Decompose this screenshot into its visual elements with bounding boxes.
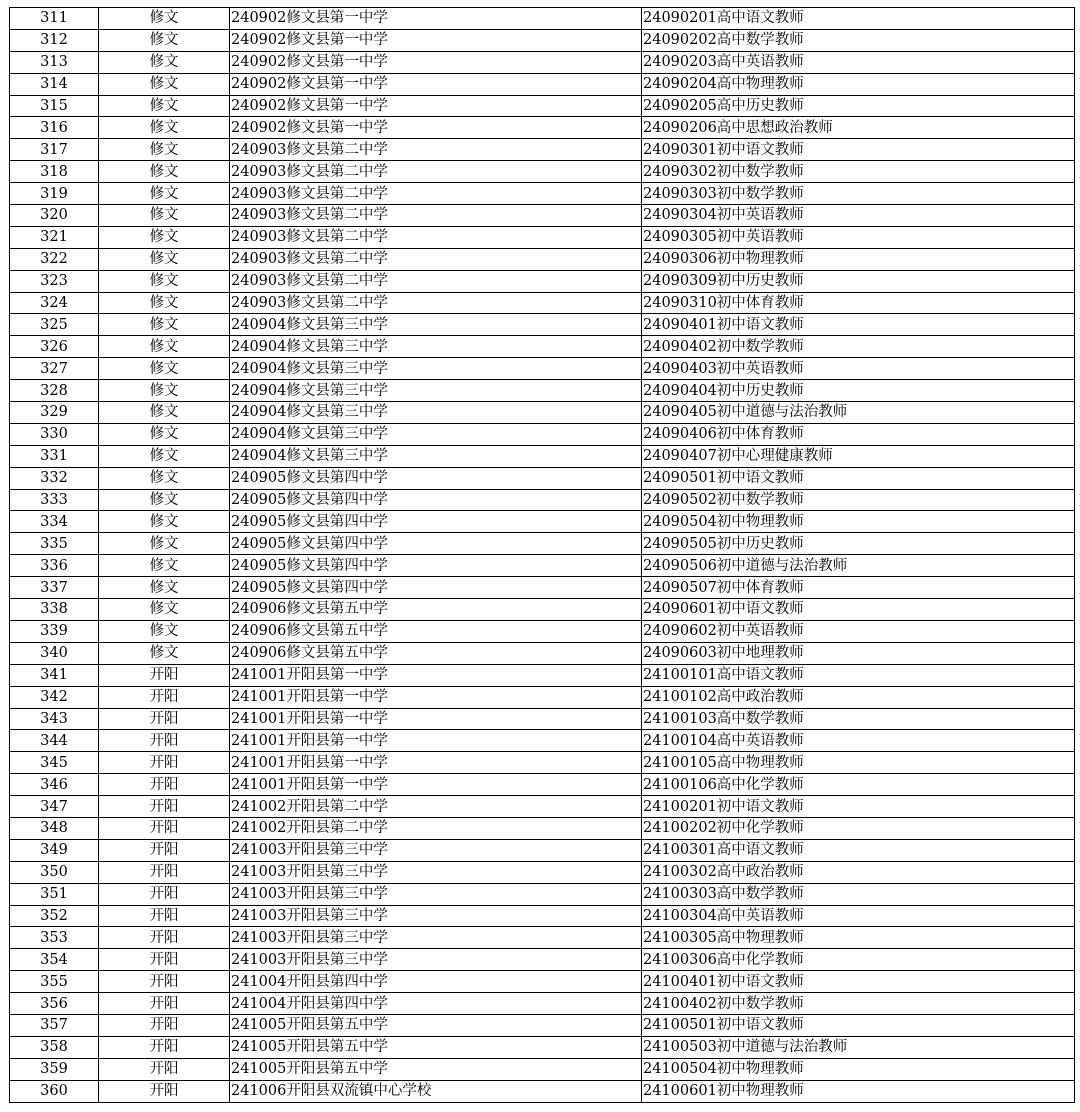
table-row — [10, 817, 1075, 839]
row-index-cell: 356 — [10, 993, 99, 1015]
county-cell: 开阳 — [99, 708, 230, 730]
county-cell: 修文 — [99, 489, 230, 511]
school-cell: 240905修文县第四中学 — [230, 577, 642, 599]
row-index-cell: 350 — [10, 861, 99, 883]
county-cell: 开阳 — [99, 817, 230, 839]
table-row — [10, 117, 1075, 139]
row-index-cell: 345 — [10, 752, 99, 774]
county-cell: 修文 — [99, 423, 230, 445]
table-row — [10, 29, 1075, 51]
position-cell: 24100101高中语文教师 — [642, 664, 1075, 686]
school-cell: 240902修文县第一中学 — [230, 8, 642, 30]
job-listing-table — [9, 7, 1075, 1103]
row-index-cell: 331 — [10, 445, 99, 467]
table-row — [10, 927, 1075, 949]
position-cell: 24100503初中道德与法治教师 — [642, 1036, 1075, 1058]
position-cell: 24090407初中心理健康教师 — [642, 445, 1075, 467]
row-index-cell: 355 — [10, 971, 99, 993]
position-cell: 24090202高中数学教师 — [642, 29, 1075, 51]
position-cell: 24090402初中数学教师 — [642, 336, 1075, 358]
school-cell: 241001开阳县第一中学 — [230, 664, 642, 686]
county-cell: 开阳 — [99, 839, 230, 861]
school-cell: 240904修文县第三中学 — [230, 402, 642, 424]
row-index-cell: 328 — [10, 380, 99, 402]
table-row — [10, 861, 1075, 883]
row-index-cell: 342 — [10, 686, 99, 708]
school-cell: 240904修文县第三中学 — [230, 380, 642, 402]
row-index-cell: 327 — [10, 358, 99, 380]
position-cell: 24090404初中历史教师 — [642, 380, 1075, 402]
position-cell: 24090303初中数学教师 — [642, 183, 1075, 205]
county-cell: 修文 — [99, 248, 230, 270]
county-cell: 开阳 — [99, 752, 230, 774]
table-row — [10, 73, 1075, 95]
school-cell: 241003开阳县第三中学 — [230, 839, 642, 861]
position-cell: 24090501初中语文教师 — [642, 467, 1075, 489]
table-row — [10, 686, 1075, 708]
county-cell: 开阳 — [99, 883, 230, 905]
row-index-cell: 341 — [10, 664, 99, 686]
row-index-cell: 349 — [10, 839, 99, 861]
school-cell: 241003开阳县第三中学 — [230, 883, 642, 905]
position-cell: 24090506初中道德与法治教师 — [642, 555, 1075, 577]
position-cell: 24090502初中数学教师 — [642, 489, 1075, 511]
position-cell: 24100102高中政治教师 — [642, 686, 1075, 708]
school-cell: 240904修文县第三中学 — [230, 445, 642, 467]
table-row — [10, 226, 1075, 248]
county-cell: 修文 — [99, 511, 230, 533]
table-row — [10, 139, 1075, 161]
county-cell: 开阳 — [99, 1058, 230, 1080]
row-index-cell: 343 — [10, 708, 99, 730]
county-cell: 开阳 — [99, 664, 230, 686]
row-index-cell: 326 — [10, 336, 99, 358]
row-index-cell: 314 — [10, 73, 99, 95]
position-cell: 24100303高中数学教师 — [642, 883, 1075, 905]
position-cell: 24090505初中历史教师 — [642, 533, 1075, 555]
table-row — [10, 839, 1075, 861]
row-index-cell: 325 — [10, 314, 99, 336]
row-index-cell: 332 — [10, 467, 99, 489]
table-row — [10, 1080, 1075, 1102]
table-row — [10, 577, 1075, 599]
school-cell: 241005开阳县第五中学 — [230, 1014, 642, 1036]
position-cell: 24090406初中体育教师 — [642, 423, 1075, 445]
county-cell: 开阳 — [99, 905, 230, 927]
table-row — [10, 1014, 1075, 1036]
table-row — [10, 555, 1075, 577]
row-index-cell: 336 — [10, 555, 99, 577]
row-index-cell: 351 — [10, 883, 99, 905]
table-row — [10, 445, 1075, 467]
row-index-cell: 318 — [10, 161, 99, 183]
school-cell: 241001开阳县第一中学 — [230, 774, 642, 796]
table-row — [10, 358, 1075, 380]
county-cell: 修文 — [99, 139, 230, 161]
school-cell: 241003开阳县第三中学 — [230, 927, 642, 949]
county-cell: 修文 — [99, 183, 230, 205]
row-index-cell: 344 — [10, 730, 99, 752]
table-row — [10, 883, 1075, 905]
position-cell: 24100106高中化学教师 — [642, 774, 1075, 796]
school-cell: 240905修文县第四中学 — [230, 511, 642, 533]
row-index-cell: 333 — [10, 489, 99, 511]
row-index-cell: 348 — [10, 817, 99, 839]
table-row — [10, 95, 1075, 117]
position-cell: 24090602初中英语教师 — [642, 620, 1075, 642]
school-cell: 241001开阳县第一中学 — [230, 686, 642, 708]
row-index-cell: 340 — [10, 642, 99, 664]
county-cell: 修文 — [99, 555, 230, 577]
county-cell: 修文 — [99, 205, 230, 227]
school-cell: 240903修文县第二中学 — [230, 205, 642, 227]
position-cell: 24090301初中语文教师 — [642, 139, 1075, 161]
table-row — [10, 905, 1075, 927]
position-cell: 24100105高中物理教师 — [642, 752, 1075, 774]
row-index-cell: 315 — [10, 95, 99, 117]
table-row — [10, 314, 1075, 336]
position-cell: 24100305高中物理教师 — [642, 927, 1075, 949]
school-cell: 241001开阳县第一中学 — [230, 730, 642, 752]
table-row — [10, 248, 1075, 270]
table-row — [10, 489, 1075, 511]
school-cell: 240904修文县第三中学 — [230, 336, 642, 358]
table-row — [10, 533, 1075, 555]
row-index-cell: 322 — [10, 248, 99, 270]
position-cell: 24100103高中数学教师 — [642, 708, 1075, 730]
school-cell: 241004开阳县第四中学 — [230, 971, 642, 993]
school-cell: 240905修文县第四中学 — [230, 489, 642, 511]
table-row — [10, 796, 1075, 818]
table-row — [10, 205, 1075, 227]
school-cell: 241005开阳县第五中学 — [230, 1036, 642, 1058]
table-row — [10, 183, 1075, 205]
school-cell: 240904修文县第三中学 — [230, 423, 642, 445]
position-cell: 24090403初中英语教师 — [642, 358, 1075, 380]
position-cell: 24100401初中语文教师 — [642, 971, 1075, 993]
school-cell: 241001开阳县第一中学 — [230, 708, 642, 730]
county-cell: 开阳 — [99, 971, 230, 993]
county-cell: 修文 — [99, 467, 230, 489]
table-row — [10, 949, 1075, 971]
school-cell: 240906修文县第五中学 — [230, 642, 642, 664]
county-cell: 开阳 — [99, 774, 230, 796]
position-cell: 24090201高中语文教师 — [642, 8, 1075, 30]
row-index-cell: 321 — [10, 226, 99, 248]
county-cell: 修文 — [99, 577, 230, 599]
position-cell: 24090204高中物理教师 — [642, 73, 1075, 95]
table-row — [10, 620, 1075, 642]
row-index-cell: 320 — [10, 205, 99, 227]
row-index-cell: 338 — [10, 599, 99, 621]
school-cell: 240906修文县第五中学 — [230, 620, 642, 642]
school-cell: 240903修文县第二中学 — [230, 161, 642, 183]
table-row — [10, 511, 1075, 533]
position-cell: 24090603初中地理教师 — [642, 642, 1075, 664]
table-row — [10, 292, 1075, 314]
county-cell: 修文 — [99, 533, 230, 555]
position-cell: 24090305初中英语教师 — [642, 226, 1075, 248]
county-cell: 修文 — [99, 8, 230, 30]
position-cell: 24090203高中英语教师 — [642, 51, 1075, 73]
position-cell: 24090310初中体育教师 — [642, 292, 1075, 314]
position-cell: 24090401初中语文教师 — [642, 314, 1075, 336]
table-row — [10, 1058, 1075, 1080]
row-index-cell: 339 — [10, 620, 99, 642]
table-row — [10, 752, 1075, 774]
school-cell: 241004开阳县第四中学 — [230, 993, 642, 1015]
table-row — [10, 774, 1075, 796]
position-cell: 24090601初中语文教师 — [642, 599, 1075, 621]
table-row — [10, 161, 1075, 183]
county-cell: 开阳 — [99, 949, 230, 971]
row-index-cell: 334 — [10, 511, 99, 533]
table-row — [10, 599, 1075, 621]
row-index-cell: 311 — [10, 8, 99, 30]
row-index-cell: 313 — [10, 51, 99, 73]
table-row — [10, 467, 1075, 489]
county-cell: 修文 — [99, 73, 230, 95]
county-cell: 开阳 — [99, 993, 230, 1015]
county-cell: 开阳 — [99, 1014, 230, 1036]
county-cell: 开阳 — [99, 730, 230, 752]
county-cell: 修文 — [99, 51, 230, 73]
school-cell: 240906修文县第五中学 — [230, 599, 642, 621]
table-row — [10, 423, 1075, 445]
school-cell: 240902修文县第一中学 — [230, 95, 642, 117]
row-index-cell: 316 — [10, 117, 99, 139]
county-cell: 修文 — [99, 642, 230, 664]
school-cell: 240903修文县第二中学 — [230, 183, 642, 205]
position-cell: 24100201初中语文教师 — [642, 796, 1075, 818]
table-row — [10, 336, 1075, 358]
row-index-cell: 347 — [10, 796, 99, 818]
school-cell: 241005开阳县第五中学 — [230, 1058, 642, 1080]
row-index-cell: 359 — [10, 1058, 99, 1080]
table-row — [10, 8, 1075, 30]
row-index-cell: 360 — [10, 1080, 99, 1102]
row-index-cell: 312 — [10, 29, 99, 51]
position-cell: 24100202初中化学教师 — [642, 817, 1075, 839]
school-cell: 240902修文县第一中学 — [230, 29, 642, 51]
table-row — [10, 51, 1075, 73]
county-cell: 修文 — [99, 292, 230, 314]
position-cell: 24090206高中思想政治教师 — [642, 117, 1075, 139]
county-cell: 开阳 — [99, 686, 230, 708]
position-cell: 24100402初中数学教师 — [642, 993, 1075, 1015]
position-cell: 24100501初中语文教师 — [642, 1014, 1075, 1036]
row-index-cell: 324 — [10, 292, 99, 314]
county-cell: 修文 — [99, 314, 230, 336]
school-cell: 241002开阳县第二中学 — [230, 796, 642, 818]
position-cell: 24090507初中体育教师 — [642, 577, 1075, 599]
county-cell: 开阳 — [99, 861, 230, 883]
table-row — [10, 380, 1075, 402]
row-index-cell: 337 — [10, 577, 99, 599]
school-cell: 241006开阳县双流镇中心学校 — [230, 1080, 642, 1102]
school-cell: 240903修文县第二中学 — [230, 139, 642, 161]
row-index-cell: 354 — [10, 949, 99, 971]
county-cell: 修文 — [99, 161, 230, 183]
county-cell: 修文 — [99, 270, 230, 292]
position-cell: 24100504初中物理教师 — [642, 1058, 1075, 1080]
table-row — [10, 708, 1075, 730]
position-cell: 24090405初中道德与法治教师 — [642, 402, 1075, 424]
table-row — [10, 270, 1075, 292]
table-row — [10, 1036, 1075, 1058]
county-cell: 修文 — [99, 226, 230, 248]
row-index-cell: 358 — [10, 1036, 99, 1058]
county-cell: 修文 — [99, 402, 230, 424]
row-index-cell: 319 — [10, 183, 99, 205]
table-row — [10, 664, 1075, 686]
row-index-cell: 323 — [10, 270, 99, 292]
position-cell: 24090302初中数学教师 — [642, 161, 1075, 183]
school-cell: 240903修文县第二中学 — [230, 292, 642, 314]
county-cell: 修文 — [99, 358, 230, 380]
school-cell: 241003开阳县第三中学 — [230, 861, 642, 883]
position-cell: 24090309初中历史教师 — [642, 270, 1075, 292]
school-cell: 240905修文县第四中学 — [230, 555, 642, 577]
school-cell: 240905修文县第四中学 — [230, 533, 642, 555]
row-index-cell: 357 — [10, 1014, 99, 1036]
county-cell: 开阳 — [99, 796, 230, 818]
school-cell: 240902修文县第一中学 — [230, 117, 642, 139]
position-cell: 24100306高中化学教师 — [642, 949, 1075, 971]
county-cell: 修文 — [99, 29, 230, 51]
position-cell: 24090304初中英语教师 — [642, 205, 1075, 227]
county-cell: 开阳 — [99, 1036, 230, 1058]
county-cell: 修文 — [99, 336, 230, 358]
county-cell: 修文 — [99, 620, 230, 642]
position-cell: 24090205高中历史教师 — [642, 95, 1075, 117]
table-row — [10, 993, 1075, 1015]
county-cell: 修文 — [99, 95, 230, 117]
position-cell: 24090306初中物理教师 — [642, 248, 1075, 270]
table-row — [10, 642, 1075, 664]
school-cell: 240903修文县第二中学 — [230, 226, 642, 248]
school-cell: 240904修文县第三中学 — [230, 314, 642, 336]
position-cell: 24100302高中政治教师 — [642, 861, 1075, 883]
row-index-cell: 330 — [10, 423, 99, 445]
table-body — [10, 8, 1075, 1103]
school-cell: 240904修文县第三中学 — [230, 358, 642, 380]
row-index-cell: 335 — [10, 533, 99, 555]
row-index-cell: 352 — [10, 905, 99, 927]
county-cell: 开阳 — [99, 1080, 230, 1102]
school-cell: 240903修文县第二中学 — [230, 248, 642, 270]
school-cell: 240902修文县第一中学 — [230, 73, 642, 95]
school-cell: 241003开阳县第三中学 — [230, 949, 642, 971]
county-cell: 开阳 — [99, 927, 230, 949]
school-cell: 241003开阳县第三中学 — [230, 905, 642, 927]
position-cell: 24100104高中英语教师 — [642, 730, 1075, 752]
position-cell: 24090504初中物理教师 — [642, 511, 1075, 533]
school-cell: 240903修文县第二中学 — [230, 270, 642, 292]
row-index-cell: 329 — [10, 402, 99, 424]
table-row — [10, 971, 1075, 993]
position-cell: 24100304高中英语教师 — [642, 905, 1075, 927]
row-index-cell: 346 — [10, 774, 99, 796]
row-index-cell: 317 — [10, 139, 99, 161]
county-cell: 修文 — [99, 599, 230, 621]
school-cell: 241002开阳县第二中学 — [230, 817, 642, 839]
county-cell: 修文 — [99, 445, 230, 467]
county-cell: 修文 — [99, 117, 230, 139]
school-cell: 240902修文县第一中学 — [230, 51, 642, 73]
school-cell: 241001开阳县第一中学 — [230, 752, 642, 774]
school-cell: 240905修文县第四中学 — [230, 467, 642, 489]
county-cell: 修文 — [99, 380, 230, 402]
table-row — [10, 730, 1075, 752]
table-row — [10, 402, 1075, 424]
row-index-cell: 353 — [10, 927, 99, 949]
position-cell: 24100301高中语文教师 — [642, 839, 1075, 861]
position-cell: 24100601初中物理教师 — [642, 1080, 1075, 1102]
